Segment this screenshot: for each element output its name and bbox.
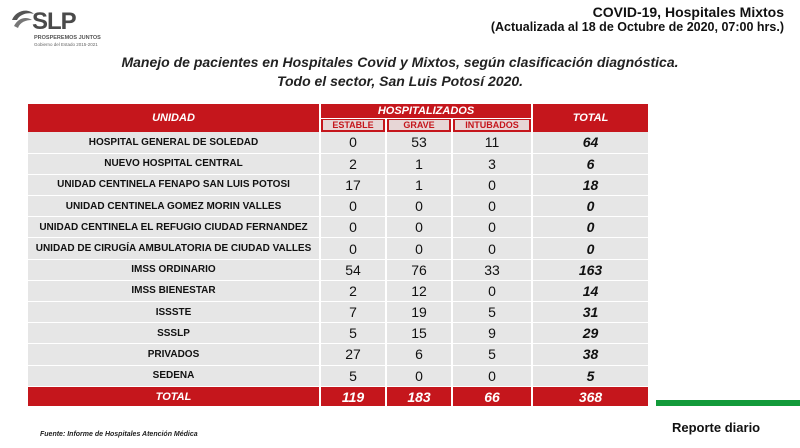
estable-value: 5 [320,323,386,344]
intubados-value: 0 [452,174,532,195]
grave-value: 53 [386,132,452,153]
grave-value: 0 [386,217,452,238]
slp-logo [8,6,118,50]
unit-name: IMSS ORDINARIO [28,259,320,280]
grave-label: GRAVE [389,120,449,130]
unit-name: ISSSTE [28,302,320,323]
table-row [28,280,648,301]
estable-value: 54 [320,259,386,280]
column-group-hospitalizados: HOSPITALIZADOS [320,104,532,118]
logo-slogan: PROSPEREMOS JUNTOS [34,35,101,41]
estable-value: 0 [320,132,386,153]
estable-value: 17 [320,174,386,195]
table-row [28,259,648,280]
grave-value: 1 [386,153,452,174]
grave-value: 12 [386,280,452,301]
total-value: 0 [532,238,648,259]
estable-value: 0 [320,238,386,259]
total-value: 14 [532,280,648,301]
intubados-value: 11 [452,132,532,153]
grave-value: 15 [386,323,452,344]
table-row [28,132,648,153]
intubados-value: 0 [452,196,532,217]
total-value: 0 [532,196,648,217]
column-header-total: TOTAL [532,104,648,132]
total-value: 64 [532,132,648,153]
unit-name: UNIDAD CENTINELA GOMEZ MORIN VALLES [28,196,320,217]
intubados-value: 33 [452,259,532,280]
table-row [28,217,648,238]
table-row [28,153,648,174]
estable-value: 0 [320,217,386,238]
total-value: 163 [532,259,648,280]
report-label: Reporte diario [672,420,761,435]
total-value: 31 [532,302,648,323]
intubados-value: 9 [452,323,532,344]
totals-grave: 183 [386,386,452,406]
estable-value: 0 [320,196,386,217]
column-header-unidad: UNIDAD [28,104,320,132]
table-row [28,344,648,365]
grave-value: 0 [386,196,452,217]
grave-value: 0 [386,365,452,386]
totals-label: TOTAL [28,386,320,406]
estable-value: 2 [320,153,386,174]
hospital-table [28,104,648,406]
table-row [28,196,648,217]
estable-value: 5 [320,365,386,386]
unit-name: PRIVADOS [28,344,320,365]
total-value: 6 [532,153,648,174]
total-value: 38 [532,344,648,365]
intubados-value: 0 [452,217,532,238]
intubados-value: 0 [452,365,532,386]
unit-name: UNIDAD CENTINELA EL REFUGIO CIUDAD FERNANDEZ [28,217,320,238]
intubados-value: 3 [452,153,532,174]
grave-value: 6 [386,344,452,365]
total-value: 5 [532,365,648,386]
source-note: Fuente: Informe de Hospitales Atención Médica [40,431,198,438]
intubados-label: INTUBADOS [455,120,529,130]
totals-estable: 119 [320,386,386,406]
table-row [28,323,648,344]
estable-label: ESTABLE [323,120,383,130]
unit-name: NUEVO HOSPITAL CENTRAL [28,153,320,174]
grave-value: 19 [386,302,452,323]
table-row [28,238,648,259]
column-header-intubados [452,118,532,132]
intubados-value: 5 [452,344,532,365]
estable-value: 2 [320,280,386,301]
logo-government: Gobierno del Estado 2015-2021 [34,42,98,47]
totals-total: 368 [532,386,648,406]
column-header-grave [386,118,452,132]
intubados-value: 0 [452,238,532,259]
unit-name: SEDENA [28,365,320,386]
table-row [28,174,648,195]
unit-name: UNIDAD DE CIRUGÍA AMBULATORIA DE CIUDAD VALLES [28,238,320,259]
page-title: COVID-19, Hospitales Mixtos [592,4,784,20]
totals-row [28,386,648,406]
table-row [28,302,648,323]
subtitle-line-1: Manejo de pacientes en Hospitales Covid y Mixtos, según clasificación diagnóstica. [121,54,679,70]
accent-bar [656,400,800,406]
unit-name: HOSPITAL GENERAL DE SOLEDAD [28,132,320,153]
total-value: 18 [532,174,648,195]
unit-name: UNIDAD CENTINELA FENAPO SAN LUIS POTOSI [28,174,320,195]
table-row [28,365,648,386]
column-header-estable [320,118,386,132]
intubados-value: 0 [452,280,532,301]
total-value: 0 [532,217,648,238]
estable-value: 7 [320,302,386,323]
grave-value: 0 [386,238,452,259]
subtitle-line-2: Todo el sector, San Luis Potosí 2020. [276,73,524,89]
intubados-value: 5 [452,302,532,323]
unit-name: IMSS BIENESTAR [28,280,320,301]
total-value: 29 [532,323,648,344]
grave-value: 1 [386,174,452,195]
logo-wordmark: SLP [32,8,76,35]
unit-name: SSSLP [28,323,320,344]
estable-value: 27 [320,344,386,365]
totals-intubados: 66 [452,386,532,406]
update-date: (Actualizada al 18 de Octubre de 2020, 07:00 hrs.) [490,20,784,34]
grave-value: 76 [386,259,452,280]
